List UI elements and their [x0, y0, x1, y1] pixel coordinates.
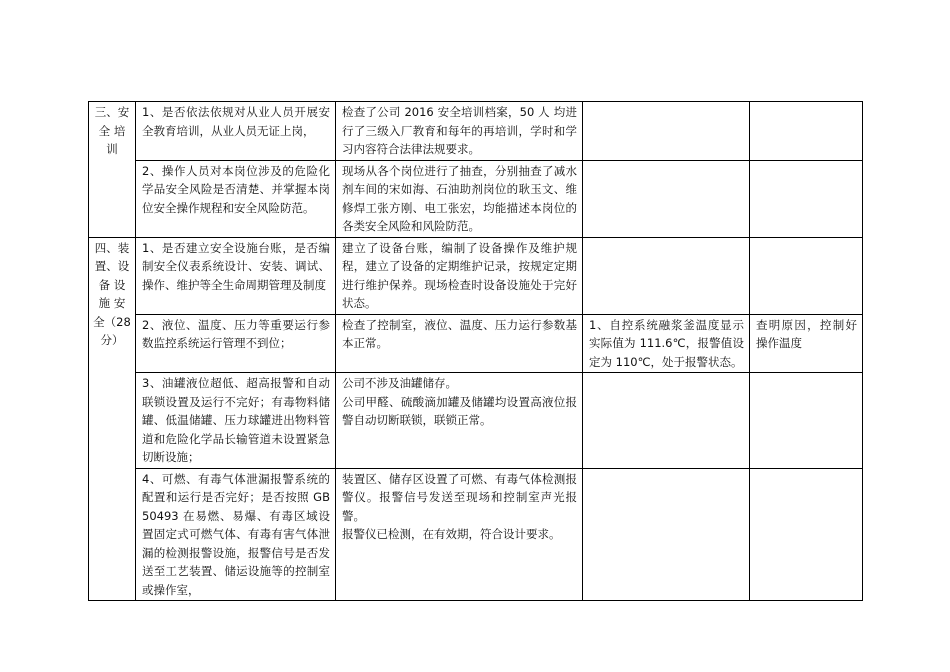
check-cell	[336, 237, 583, 314]
measure-cell	[750, 373, 863, 469]
measure-cell	[750, 102, 863, 161]
category-label: 三、安 全 培 训	[94, 105, 130, 156]
problem-cell	[583, 237, 750, 314]
table-row	[89, 102, 863, 161]
table-row	[89, 160, 863, 237]
problem-text: 1、自控系统融浆釜温度显示实际值为 111.6℃，报警值设定为 110℃，处于报警状态。	[589, 317, 744, 369]
measure-cell	[750, 237, 863, 314]
measure-cell	[750, 160, 863, 237]
item-text: 4、可燃、有毒气体泄漏报警系统的配置和运行是否完好；是否按照 GB50493 在易燃、易爆、有毒区域设置固定式可燃气体、有毒有害气体泄漏的检测报警设施，报警信号是否发送至工艺装置、储运设施等的控制室或操作室，	[142, 471, 330, 597]
item-text: 2、液位、温度、压力等重要运行参数监控系统运行管理不到位；	[142, 317, 330, 350]
inspection-table	[88, 101, 863, 601]
table-row	[89, 468, 863, 601]
check-cell	[336, 468, 583, 601]
problem-cell	[583, 373, 750, 469]
item-text: 2、操作人员对本岗位涉及的危险化学品安全风险是否清楚、并掌握本岗位安全操作规程和安全风险防范。	[142, 163, 330, 215]
category-label: 四、装 置、设 备 设 施 安 全（28 分）	[93, 240, 131, 347]
problem-cell	[583, 468, 750, 601]
check-text: 检查了控制室，液位、温度、压力运行参数基本正常。	[342, 317, 577, 350]
category-cell	[89, 102, 136, 238]
check-text: 现场从各个岗位进行了抽查，分别抽查了减水剂车间的宋如海、石油助剂岗位的耿玉文、维修焊工张方刚、电工张宏，均能描述本岗位的各类安全风险和风险防范。	[342, 163, 577, 233]
check-text: 建立了设备台账，编制了设备操作及维护规程，建立了设备的定期维护记录，按规定定期进行维护保养。现场检查时设备设施处于完好状态。	[342, 240, 577, 310]
table-row	[89, 373, 863, 469]
problem-cell	[583, 102, 750, 161]
item-text: 3、油罐液位超低、超高报警和自动联锁设置及运行不完好；有毒物料储罐、低温储罐、压力球罐进出物料管道和危险化学品长输管道未设置紧急切断设施；	[142, 376, 330, 464]
item-cell	[136, 373, 336, 469]
item-cell	[136, 160, 336, 237]
table-row	[89, 314, 863, 373]
measure-cell	[750, 314, 863, 373]
problem-cell	[583, 314, 750, 373]
check-text: 公司不涉及油罐储存。 公司甲醛、硫酸滴加罐及储罐均设置高液位报警自动切断联锁，联锁正常。	[342, 376, 577, 427]
table-row	[89, 237, 863, 314]
item-cell	[136, 237, 336, 314]
item-cell	[136, 102, 336, 161]
item-text: 1、是否建立安全设施台账，是否编制安全仪表系统设计、安装、调试、操作、维护等全生命周期管理及制度	[142, 240, 330, 292]
measure-text: 查明原因，控制好操作温度	[756, 317, 857, 350]
check-text: 检查了公司 2016 安全培训档案，50 人 均进行了三级入厂教育和每年的再培训，学时和学习内容符合法律法规要求。	[342, 105, 577, 156]
check-cell	[336, 102, 583, 161]
item-cell	[136, 314, 336, 373]
problem-cell	[583, 160, 750, 237]
check-cell	[336, 373, 583, 469]
category-cell	[89, 237, 136, 601]
item-text: 1、是否依法依规对从业人员开展安全教育培训，从业人员无证上岗，	[142, 105, 330, 138]
item-cell	[136, 468, 336, 601]
check-cell	[336, 160, 583, 237]
check-cell	[336, 314, 583, 373]
check-text: 装置区、储存区设置了可燃、有毒气体检测报警仪。报警信号发送至现场和控制室声光报警。 报警仪已检测，在有效期，符合设计要求。	[342, 471, 577, 541]
measure-cell	[750, 468, 863, 601]
